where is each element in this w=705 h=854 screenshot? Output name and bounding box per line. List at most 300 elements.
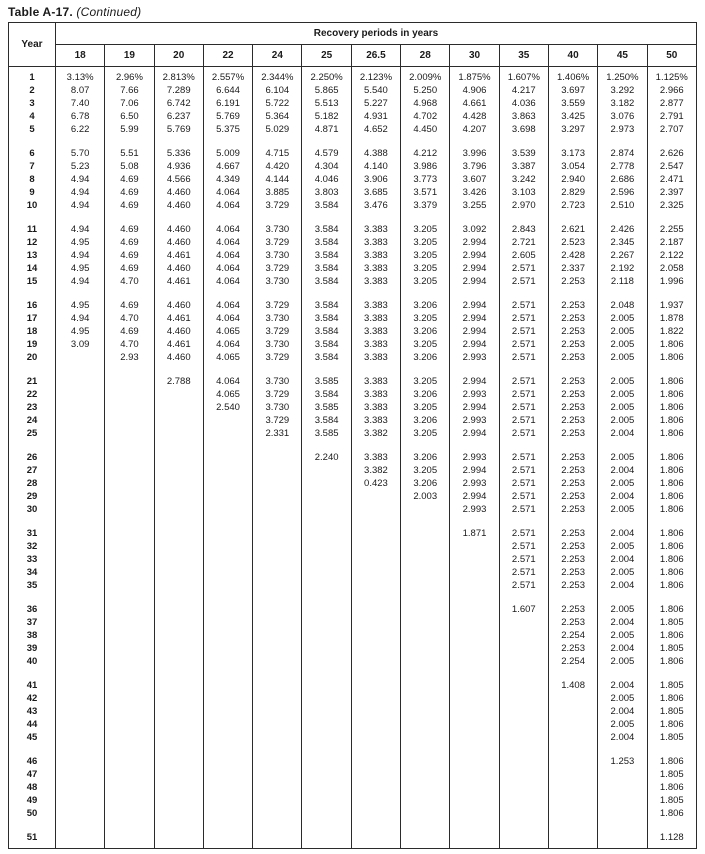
value-cell [56, 540, 105, 553]
value-cell: 1.806 [647, 781, 696, 794]
value-cell: 2.547 [647, 160, 696, 173]
column-header: 26.5 [351, 45, 400, 67]
value-cell: 2.605 [499, 249, 548, 262]
value-cell [105, 705, 154, 718]
year-cell: 45 [9, 731, 56, 744]
value-cell [56, 477, 105, 490]
value-cell: 3.242 [499, 173, 548, 186]
value-cell: 5.99 [105, 123, 154, 136]
value-cell: 3.383 [351, 325, 400, 338]
year-cell: 39 [9, 642, 56, 655]
table-row [9, 540, 697, 553]
value-cell: 5.029 [253, 123, 302, 136]
value-cell [154, 705, 203, 718]
value-cell: 3.885 [253, 186, 302, 199]
value-cell: 3.103 [499, 186, 548, 199]
value-cell: 4.968 [401, 97, 450, 110]
year-cell: 3 [9, 97, 56, 110]
year-cell: 50 [9, 807, 56, 820]
value-cell [253, 820, 302, 849]
value-cell: 3.584 [302, 414, 351, 427]
value-cell: 3.863 [499, 110, 548, 123]
value-cell [105, 503, 154, 516]
value-cell: 2.004 [598, 579, 647, 592]
value-cell: 3.387 [499, 160, 548, 173]
column-header: 24 [253, 45, 302, 67]
value-cell [154, 477, 203, 490]
value-cell: 2.253 [548, 351, 597, 364]
value-cell [56, 592, 105, 616]
value-cell [253, 718, 302, 731]
value-cell: 3.607 [450, 173, 499, 186]
value-cell [56, 566, 105, 579]
value-cell: 2.005 [598, 540, 647, 553]
value-cell: 2.571 [499, 275, 548, 288]
value-cell: 1.806 [647, 744, 696, 768]
value-cell [401, 616, 450, 629]
value-cell: 1.806 [647, 807, 696, 820]
value-cell [351, 807, 400, 820]
column-header: 35 [499, 45, 548, 67]
year-cell: 21 [9, 364, 56, 388]
value-cell: 4.428 [450, 110, 499, 123]
value-cell: 2.253 [548, 427, 597, 440]
value-cell: 2.874 [598, 136, 647, 160]
value-cell: 1.805 [647, 616, 696, 629]
value-cell [351, 490, 400, 503]
value-cell: 2.345 [598, 236, 647, 249]
value-cell: 1.806 [647, 414, 696, 427]
value-cell: 2.428 [548, 249, 597, 262]
value-cell [105, 440, 154, 464]
value-cell: 3.730 [253, 338, 302, 351]
value-cell: 3.584 [302, 338, 351, 351]
table-header [9, 23, 697, 67]
value-cell [105, 540, 154, 553]
value-cell [253, 553, 302, 566]
value-cell [105, 794, 154, 807]
value-cell: 2.994 [450, 464, 499, 477]
value-cell: 2.005 [598, 629, 647, 642]
value-cell: 4.94 [56, 275, 105, 288]
value-cell: 2.626 [647, 136, 696, 160]
value-cell: 1.805 [647, 668, 696, 692]
value-cell: 1.250% [598, 67, 647, 85]
value-cell: 2.004 [598, 553, 647, 566]
value-cell [351, 731, 400, 744]
value-cell [450, 731, 499, 744]
header-row-group [9, 23, 697, 45]
value-cell: 2.621 [548, 212, 597, 236]
value-cell: 4.94 [56, 173, 105, 186]
value-cell: 3.383 [351, 364, 400, 388]
value-cell: 4.94 [56, 249, 105, 262]
value-cell: 2.253 [548, 388, 597, 401]
value-cell: 2.571 [499, 464, 548, 477]
value-cell: 2.005 [598, 351, 647, 364]
value-cell: 2.877 [647, 97, 696, 110]
value-cell: 3.584 [302, 275, 351, 288]
value-cell: 3.685 [351, 186, 400, 199]
value-cell [450, 566, 499, 579]
value-cell [56, 820, 105, 849]
table-row [9, 642, 697, 655]
year-cell: 43 [9, 705, 56, 718]
value-cell: 2.005 [598, 503, 647, 516]
value-cell [401, 579, 450, 592]
value-cell: 3.173 [548, 136, 597, 160]
value-cell [154, 655, 203, 668]
value-cell [154, 744, 203, 768]
table-row [9, 553, 697, 566]
value-cell: 4.065 [203, 351, 252, 364]
value-cell [203, 540, 252, 553]
year-cell: 1 [9, 67, 56, 85]
value-cell: 2.723 [548, 199, 597, 212]
value-cell [302, 768, 351, 781]
value-cell [154, 490, 203, 503]
value-cell: 2.254 [548, 655, 597, 668]
value-cell [105, 566, 154, 579]
value-cell: 3.205 [401, 464, 450, 477]
value-cell: 3.383 [351, 275, 400, 288]
value-cell [203, 414, 252, 427]
value-cell: 3.730 [253, 275, 302, 288]
value-cell: 5.23 [56, 160, 105, 173]
value-cell: 3.383 [351, 212, 400, 236]
depreciation-table [8, 22, 697, 849]
value-cell [401, 642, 450, 655]
value-cell: 2.005 [598, 655, 647, 668]
value-cell: 2.325 [647, 199, 696, 212]
value-cell [203, 579, 252, 592]
value-cell [351, 592, 400, 616]
value-cell: 1.875% [450, 67, 499, 85]
value-cell: 3.584 [302, 236, 351, 249]
table-row [9, 160, 697, 173]
value-cell: 3.205 [401, 427, 450, 440]
year-cell: 19 [9, 338, 56, 351]
value-cell: 2.571 [499, 401, 548, 414]
year-cell: 37 [9, 616, 56, 629]
value-cell [253, 655, 302, 668]
value-cell [105, 744, 154, 768]
value-cell [105, 553, 154, 566]
value-cell: 2.004 [598, 516, 647, 540]
value-cell: 2.93 [105, 351, 154, 364]
value-cell [56, 781, 105, 794]
value-cell: 2.994 [450, 262, 499, 275]
value-cell: 3.584 [302, 288, 351, 312]
value-cell [548, 718, 597, 731]
value-cell: 3.803 [302, 186, 351, 199]
value-cell: 3.539 [499, 136, 548, 160]
value-cell [105, 364, 154, 388]
table-row [9, 262, 697, 275]
value-cell: 2.571 [499, 351, 548, 364]
value-cell: 2.123% [351, 67, 400, 85]
value-cell [203, 655, 252, 668]
value-cell: 4.217 [499, 84, 548, 97]
value-cell: 2.471 [647, 173, 696, 186]
value-cell [203, 427, 252, 440]
value-cell: 2.571 [499, 553, 548, 566]
value-cell [154, 579, 203, 592]
year-cell: 25 [9, 427, 56, 440]
value-cell [253, 768, 302, 781]
value-cell [154, 401, 203, 414]
value-cell: 1.806 [647, 440, 696, 464]
value-cell: 3.382 [351, 464, 400, 477]
year-cell: 20 [9, 351, 56, 364]
value-cell: 2.571 [499, 566, 548, 579]
value-cell: 4.144 [253, 173, 302, 186]
value-cell [203, 692, 252, 705]
table-row [9, 351, 697, 364]
table-row [9, 477, 697, 490]
value-cell: 3.205 [401, 262, 450, 275]
value-cell [499, 820, 548, 849]
value-cell: 2.003 [401, 490, 450, 503]
value-cell [351, 642, 400, 655]
value-cell: 3.729 [253, 325, 302, 338]
value-cell [302, 731, 351, 744]
value-cell: 1.806 [647, 364, 696, 388]
value-cell: 4.95 [56, 262, 105, 275]
value-cell [253, 566, 302, 579]
value-cell: 3.584 [302, 351, 351, 364]
value-cell [56, 440, 105, 464]
value-cell: 2.344% [253, 67, 302, 85]
value-cell [56, 692, 105, 705]
value-cell [450, 642, 499, 655]
value-cell [154, 592, 203, 616]
value-cell [203, 516, 252, 540]
value-cell: 2.253 [548, 477, 597, 490]
value-cell: 6.742 [154, 97, 203, 110]
value-cell: 3.383 [351, 388, 400, 401]
value-cell [450, 579, 499, 592]
value-cell: 4.304 [302, 160, 351, 173]
value-cell: 2.192 [598, 262, 647, 275]
value-cell [302, 794, 351, 807]
value-cell: 4.70 [105, 275, 154, 288]
value-cell: 2.253 [548, 288, 597, 312]
value-cell: 2.993 [450, 477, 499, 490]
table-row [9, 807, 697, 820]
year-cell: 32 [9, 540, 56, 553]
value-cell [401, 794, 450, 807]
value-cell: 4.349 [203, 173, 252, 186]
value-cell [56, 516, 105, 540]
value-cell [56, 503, 105, 516]
value-cell [548, 807, 597, 820]
table-row [9, 67, 697, 85]
value-cell: 3.205 [401, 312, 450, 325]
value-cell: 2.571 [499, 540, 548, 553]
value-cell [253, 579, 302, 592]
value-cell: 2.005 [598, 388, 647, 401]
year-cell: 22 [9, 388, 56, 401]
value-cell [351, 705, 400, 718]
value-cell [302, 807, 351, 820]
column-header: 19 [105, 45, 154, 67]
year-cell: 5 [9, 123, 56, 136]
value-cell [56, 553, 105, 566]
value-cell: 1.806 [647, 516, 696, 540]
value-cell: 4.036 [499, 97, 548, 110]
value-cell: 2.253 [548, 312, 597, 325]
value-cell: 2.571 [499, 427, 548, 440]
value-cell: 3.729 [253, 351, 302, 364]
value-cell: 2.96% [105, 67, 154, 85]
value-cell: 2.993 [450, 440, 499, 464]
table-row [9, 364, 697, 388]
value-cell [302, 820, 351, 849]
value-cell: 5.722 [253, 97, 302, 110]
year-cell: 6 [9, 136, 56, 160]
value-cell [253, 540, 302, 553]
value-cell: 4.69 [105, 262, 154, 275]
value-cell [105, 718, 154, 731]
value-cell: 2.004 [598, 642, 647, 655]
value-cell: 4.461 [154, 312, 203, 325]
value-cell: 4.064 [203, 212, 252, 236]
value-cell: 4.931 [351, 110, 400, 123]
value-cell: 3.476 [351, 199, 400, 212]
value-cell: 4.460 [154, 186, 203, 199]
value-cell: 2.994 [450, 364, 499, 388]
table-row [9, 592, 697, 616]
table-row [9, 718, 697, 731]
value-cell [105, 477, 154, 490]
value-cell: 8.07 [56, 84, 105, 97]
value-cell [401, 744, 450, 768]
value-cell: 2.523 [548, 236, 597, 249]
value-cell [302, 490, 351, 503]
value-cell: 5.769 [154, 123, 203, 136]
value-cell: 2.571 [499, 440, 548, 464]
value-cell [450, 629, 499, 642]
value-cell [351, 820, 400, 849]
table-row [9, 744, 697, 768]
value-cell [598, 820, 647, 849]
table-row [9, 199, 697, 212]
value-cell: 4.69 [105, 236, 154, 249]
year-cell: 35 [9, 579, 56, 592]
value-cell: 6.237 [154, 110, 203, 123]
value-cell: 7.40 [56, 97, 105, 110]
value-cell [302, 692, 351, 705]
value-cell: 2.004 [598, 705, 647, 718]
table-row [9, 288, 697, 312]
value-cell: 6.50 [105, 110, 154, 123]
value-cell: 3.206 [401, 288, 450, 312]
value-cell [154, 427, 203, 440]
table-row [9, 388, 697, 401]
value-cell: 3.729 [253, 199, 302, 212]
table-row [9, 668, 697, 692]
value-cell: 3.584 [302, 199, 351, 212]
value-cell: 2.993 [450, 351, 499, 364]
value-cell: 3.206 [401, 440, 450, 464]
value-cell: 2.005 [598, 566, 647, 579]
value-cell [302, 477, 351, 490]
value-cell [598, 781, 647, 794]
value-cell: 3.383 [351, 440, 400, 464]
value-cell: 4.460 [154, 199, 203, 212]
value-cell: 3.292 [598, 84, 647, 97]
value-cell [351, 668, 400, 692]
value-cell: 3.584 [302, 325, 351, 338]
year-cell: 46 [9, 744, 56, 768]
value-cell: 2.004 [598, 668, 647, 692]
value-cell [56, 464, 105, 477]
value-cell: 2.255 [647, 212, 696, 236]
value-cell: 2.253 [548, 364, 597, 388]
value-cell: 3.383 [351, 401, 400, 414]
value-cell [499, 794, 548, 807]
value-cell: 4.064 [203, 338, 252, 351]
value-cell: 3.585 [302, 401, 351, 414]
value-cell: 1.806 [647, 692, 696, 705]
value-cell [499, 781, 548, 794]
value-cell: 1.806 [647, 477, 696, 490]
value-cell: 1.806 [647, 427, 696, 440]
value-cell [302, 668, 351, 692]
year-cell: 8 [9, 173, 56, 186]
table-row [9, 325, 697, 338]
value-cell [598, 807, 647, 820]
value-cell: 2.005 [598, 592, 647, 616]
table-row [9, 820, 697, 849]
value-cell: 5.513 [302, 97, 351, 110]
year-cell: 18 [9, 325, 56, 338]
value-cell: 4.94 [56, 186, 105, 199]
value-cell [351, 566, 400, 579]
value-cell: 3.206 [401, 414, 450, 427]
value-cell: 2.778 [598, 160, 647, 173]
value-cell [253, 616, 302, 629]
value-cell: 1.253 [598, 744, 647, 768]
value-cell: 2.571 [499, 262, 548, 275]
value-cell [302, 540, 351, 553]
value-cell: 3.206 [401, 388, 450, 401]
value-cell [56, 642, 105, 655]
value-cell [351, 503, 400, 516]
value-cell [56, 768, 105, 781]
year-cell: 28 [9, 477, 56, 490]
value-cell [154, 503, 203, 516]
value-cell [351, 516, 400, 540]
value-cell: 4.70 [105, 312, 154, 325]
value-cell: 2.571 [499, 338, 548, 351]
table-row [9, 731, 697, 744]
value-cell [351, 692, 400, 705]
value-cell [56, 731, 105, 744]
value-cell [548, 781, 597, 794]
value-cell [401, 592, 450, 616]
value-cell: 2.571 [499, 414, 548, 427]
value-cell: 4.460 [154, 262, 203, 275]
value-cell [450, 807, 499, 820]
value-cell: 4.94 [56, 312, 105, 325]
value-cell: 2.004 [598, 490, 647, 503]
value-cell: 2.005 [598, 325, 647, 338]
value-cell: 2.253 [548, 338, 597, 351]
value-cell [351, 718, 400, 731]
table-row [9, 338, 697, 351]
